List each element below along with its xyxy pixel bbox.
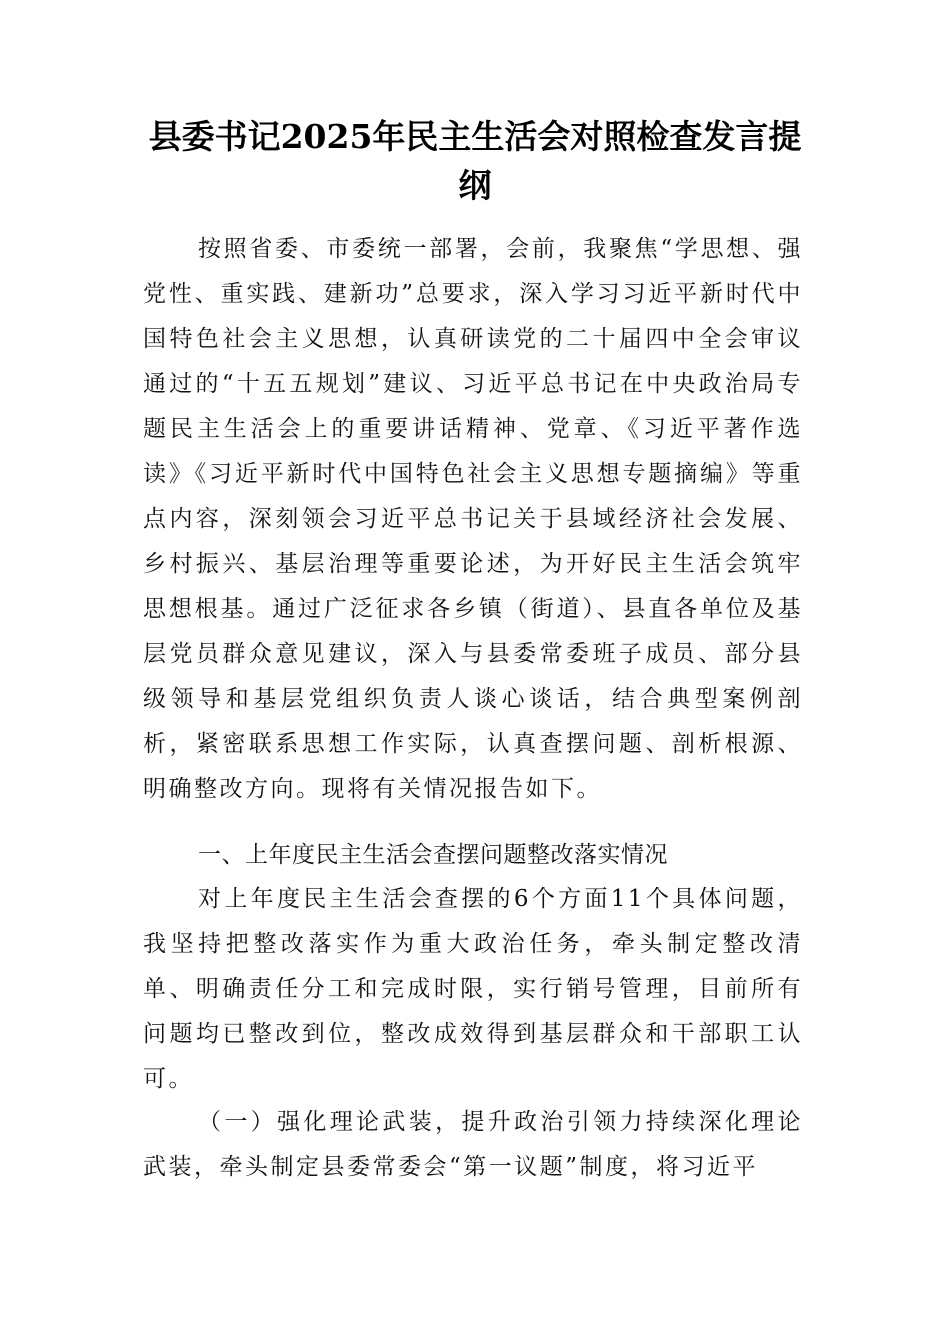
section-1-paragraph: 对上年度民主生活会查摆的6个方面11个具体问题，我坚持把整改落实作为重大政治任务，牵头制定整改清单、明确责任分工和完成时限，实行销号管理，目前所有问题均已整改到位，整改成效得到基层群众和干部职工认可。 [143,886,803,1092]
section-heading-1: 一、上年度民主生活会查摆问题整改落实情况 [198,842,668,868]
intro-paragraph: 按照省委、市委统一部署，会前，我聚焦“学思想、强党性、重实践、建新功”总要求，深入学习习近平新时代中国特色社会主义思想，认真研读党的二十届四中全会审议通过的“十五五规划”建议、习近平总书记在中央政治局专题民主生活会上的重要讲话精神、党章、《习近平著作选读》《习近平新时代中国特色社会主义思想专题摘编》等重点内容，深刻领会习近平总书记关于县域经济社会发展、乡村振兴、基层治理等重要论述，为开好民主生活会筑牢思想根基。通过广泛征求各乡镇（街道）、县直各单位及基层党员群众意见建议，深入与县委常委班子成员、部分县级领导和基层党组织负责人谈心谈话，结合典型案例剖析，紧密联系思想工作实际，认真查摆问题、剖析根源、明确整改方向。现将有关情况报告如下。 [143,236,803,802]
subsection-1-paragraph: （一）强化理论武装，提升政治引领力持续深化理论武装，牵头制定县委常委会“第一议题”制度，将习近平 [143,1109,803,1180]
document-title: 县委书记2025年民主生活会对照检查发言提纲 [148,117,802,205]
